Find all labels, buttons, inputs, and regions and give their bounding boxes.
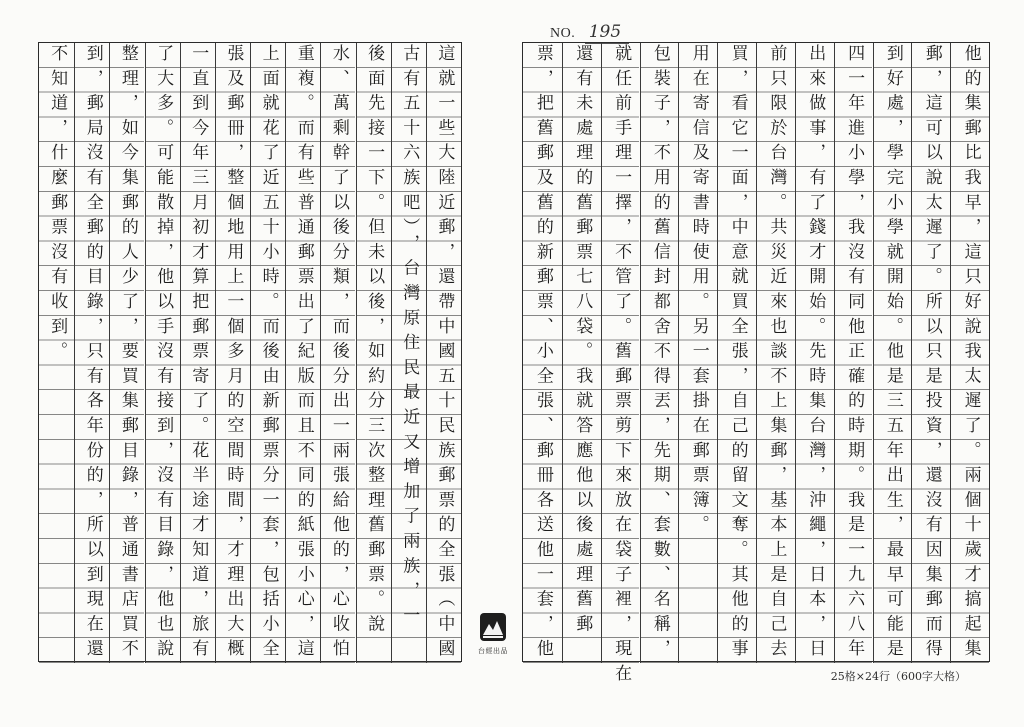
right-page-column xyxy=(601,43,640,689)
left-page-column xyxy=(285,43,320,663)
right-page-column-text: 還有未處理的舊郵票七八袋。我就答應他以後處理舊郵 xyxy=(572,44,593,640)
left-page-column-text: 這就一些大陸近郵，還帶中國五十民族郵票的全張（中國 xyxy=(434,44,455,664)
right-page-column xyxy=(640,43,679,663)
left-page-column xyxy=(180,43,215,663)
left-page-column xyxy=(39,43,74,663)
right-page-column-text: 他的集郵比我早，這只好說我太遲了。兩個十歲才搞起集 xyxy=(960,44,981,664)
left-page-column xyxy=(109,43,144,663)
right-page-column-text: 用在寄信及寄書時使用。另一套掛在郵票簿。 xyxy=(688,44,709,540)
left-page-column xyxy=(356,43,391,663)
left-page-column xyxy=(426,43,461,663)
left-page-column-text: 上面就花了近五十小時。而後由新郵票分一套，包括小全 xyxy=(258,44,279,664)
left-page-column xyxy=(320,43,355,663)
left-page-column-text: 重複。而有些普通郵票出了紀版而且不同的紙張小心，這 xyxy=(293,44,314,664)
left-page-column-text: 了大多。可能散掉，他以手沒有接到，沒有目錄，他也說 xyxy=(153,44,174,664)
right-page-column xyxy=(911,43,950,663)
mountain-emblem-icon xyxy=(479,612,507,642)
left-manuscript-sheet xyxy=(38,42,462,662)
right-page-column xyxy=(795,43,834,663)
right-page-column xyxy=(562,43,601,663)
page-number-label: NO. xyxy=(550,26,576,41)
right-page-column-text: 買，看它一面，中意就買全張，自己的留文奪。其他的事 xyxy=(727,44,748,664)
paper-spec-label: 25格×24行（600字大格） xyxy=(830,670,966,683)
right-page-column xyxy=(756,43,795,663)
left-page-column xyxy=(391,43,426,663)
right-page-column-text: 四一年進小學，我沒有同他正確的時期。我是一九六八年 xyxy=(844,44,865,664)
right-page-column-text: 就任前手理一擇，不管了。舊郵票剪下來放在袋子裡，現在 xyxy=(611,44,632,689)
page-number-value: 195 xyxy=(585,22,629,44)
right-page-column-text: 到好處，學完小學就開始。他是三五年出生，最早可能是 xyxy=(882,44,903,664)
left-page-column xyxy=(250,43,285,663)
right-page-column-text: 出來做事，有了錢才開始。先時集台灣，沖繩，日本，日 xyxy=(805,44,826,664)
left-page-column-text: 到，郵局沒有全郵的目錄，只有各年份的，所以到現在還 xyxy=(82,44,103,664)
page-number xyxy=(550,22,629,44)
right-page-column-text: 前只限於台灣。共災近來也談不上集郵，基本上是自己去 xyxy=(766,44,787,664)
right-page-column-text: 票，把舊郵及舊的新郵票、小全張、郵冊各送他一套，他 xyxy=(532,44,553,664)
left-page-column-text: 古有五十六族吧），台灣原住民最近又增加了兩族，一 xyxy=(399,44,420,631)
left-page-column-text: 整理，如今集郵的人少了，要買集郵目錄，普通書店買不 xyxy=(117,44,138,664)
right-page-column xyxy=(873,43,912,663)
right-page-column xyxy=(950,43,989,663)
left-page-column xyxy=(215,43,250,663)
publisher-caption: 台經出品 xyxy=(478,647,508,655)
left-page-column-text: 張及郵冊，整個地用上一個多月的空間時間，才理出大概 xyxy=(223,44,244,664)
left-page-column xyxy=(145,43,180,663)
left-page-column-text: 水、萬剩幹了以後分類，而後分出一兩張給他的，心收怕 xyxy=(328,44,349,664)
right-page-column-text: 包裝子，不用的舊信封都舍不得丟，先期、套數、名稱， xyxy=(649,44,670,664)
left-page-column xyxy=(74,43,109,663)
left-page-column-text: 一直到今年三月初才算把郵票寄了。花半途才知道，旅有 xyxy=(188,44,209,664)
right-page-column xyxy=(834,43,873,663)
right-page-column-text: 郵，這可以說太遲了。所以只是投資，還沒有因集郵而得 xyxy=(921,44,942,664)
right-page-column xyxy=(678,43,717,663)
right-page-column xyxy=(523,43,562,663)
left-page-column-text: 不知道，什麼郵票沒有收到。 xyxy=(47,44,68,367)
right-page-column xyxy=(717,43,756,663)
left-page-column-text: 後面先接一下。但未以後，如約分三次整理舊郵票。說 xyxy=(364,44,385,640)
